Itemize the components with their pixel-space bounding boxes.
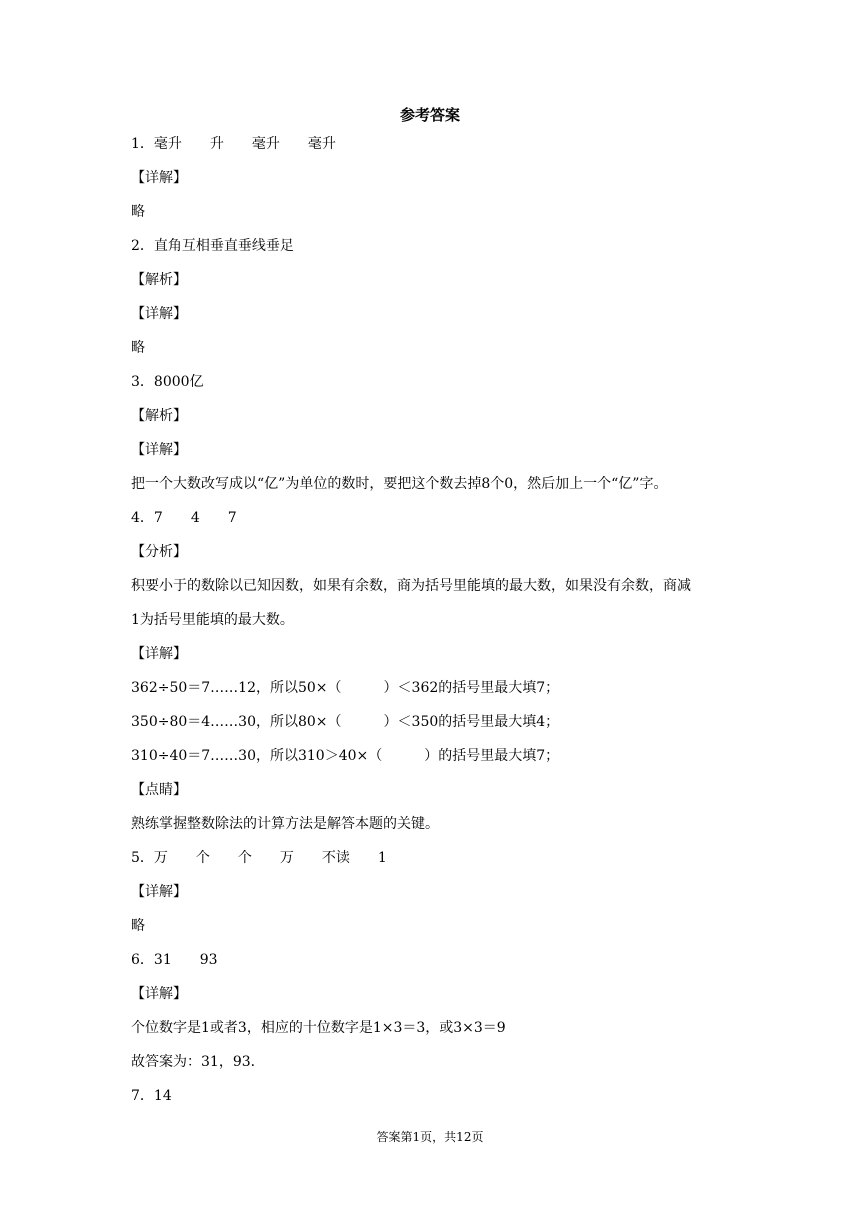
answer-5: 5．万 个 个 万 不读 1 [131,850,387,866]
section-label: 【详解】 [131,986,187,1002]
analysis-text: 积要小于的数除以已知因数，如果有余数，商为括号里能填的最大数，如果没有余数，商减 [131,578,691,594]
section-label: 【分析】 [131,544,187,560]
detail-text: 故答案为：31，93． [131,1054,265,1070]
section-label: 【详解】 [131,170,187,186]
answer-3: 3．8000亿 [131,374,204,390]
comment-text: 熟练掌握整数除法的计算方法是解答本题的关键。 [131,816,439,832]
answer-1: 1．毫升 升 毫升 毫升 [131,136,336,152]
detail-text: 350÷80＝4……30，所以80×（ ）＜350的括号里最大填4； [131,714,560,730]
section-label: 【解析】 [131,272,187,288]
detail-text: 略 [131,204,145,220]
answer-4: 4．7 4 7 [131,510,237,526]
section-label: 【点睛】 [131,782,187,798]
section-label: 【详解】 [131,306,187,322]
detail-text: 362÷50＝7……12，所以50×（ ）＜362的括号里最大填7； [131,680,560,696]
section-label: 【详解】 [131,884,187,900]
answer-2: 2．直角互相垂直垂线垂足 [131,238,294,254]
detail-text: 略 [131,340,145,356]
section-label: 【解析】 [131,408,187,424]
section-label: 【详解】 [131,442,187,458]
analysis-text: 1为括号里能填的最大数。 [131,612,294,628]
answer-7: 7．14 [131,1088,172,1104]
answer-6: 6．31 93 [131,952,218,968]
detail-text: 310÷40＝7……30，所以310＞40×（ ）的括号里最大填7； [131,748,560,764]
page-footer: 答案第1页，共12页 [376,1130,484,1144]
detail-text: 把一个大数改写成以“亿”为单位的数时，要把这个数去掉8个0，然后加上一个“亿”字。 [131,476,668,492]
page-title: 参考答案 [399,106,460,124]
section-label: 【详解】 [131,646,187,662]
detail-text: 个位数字是1或者3，相应的十位数字是1×3＝3，或3×3＝9 [131,1020,506,1036]
detail-text: 略 [131,918,145,934]
